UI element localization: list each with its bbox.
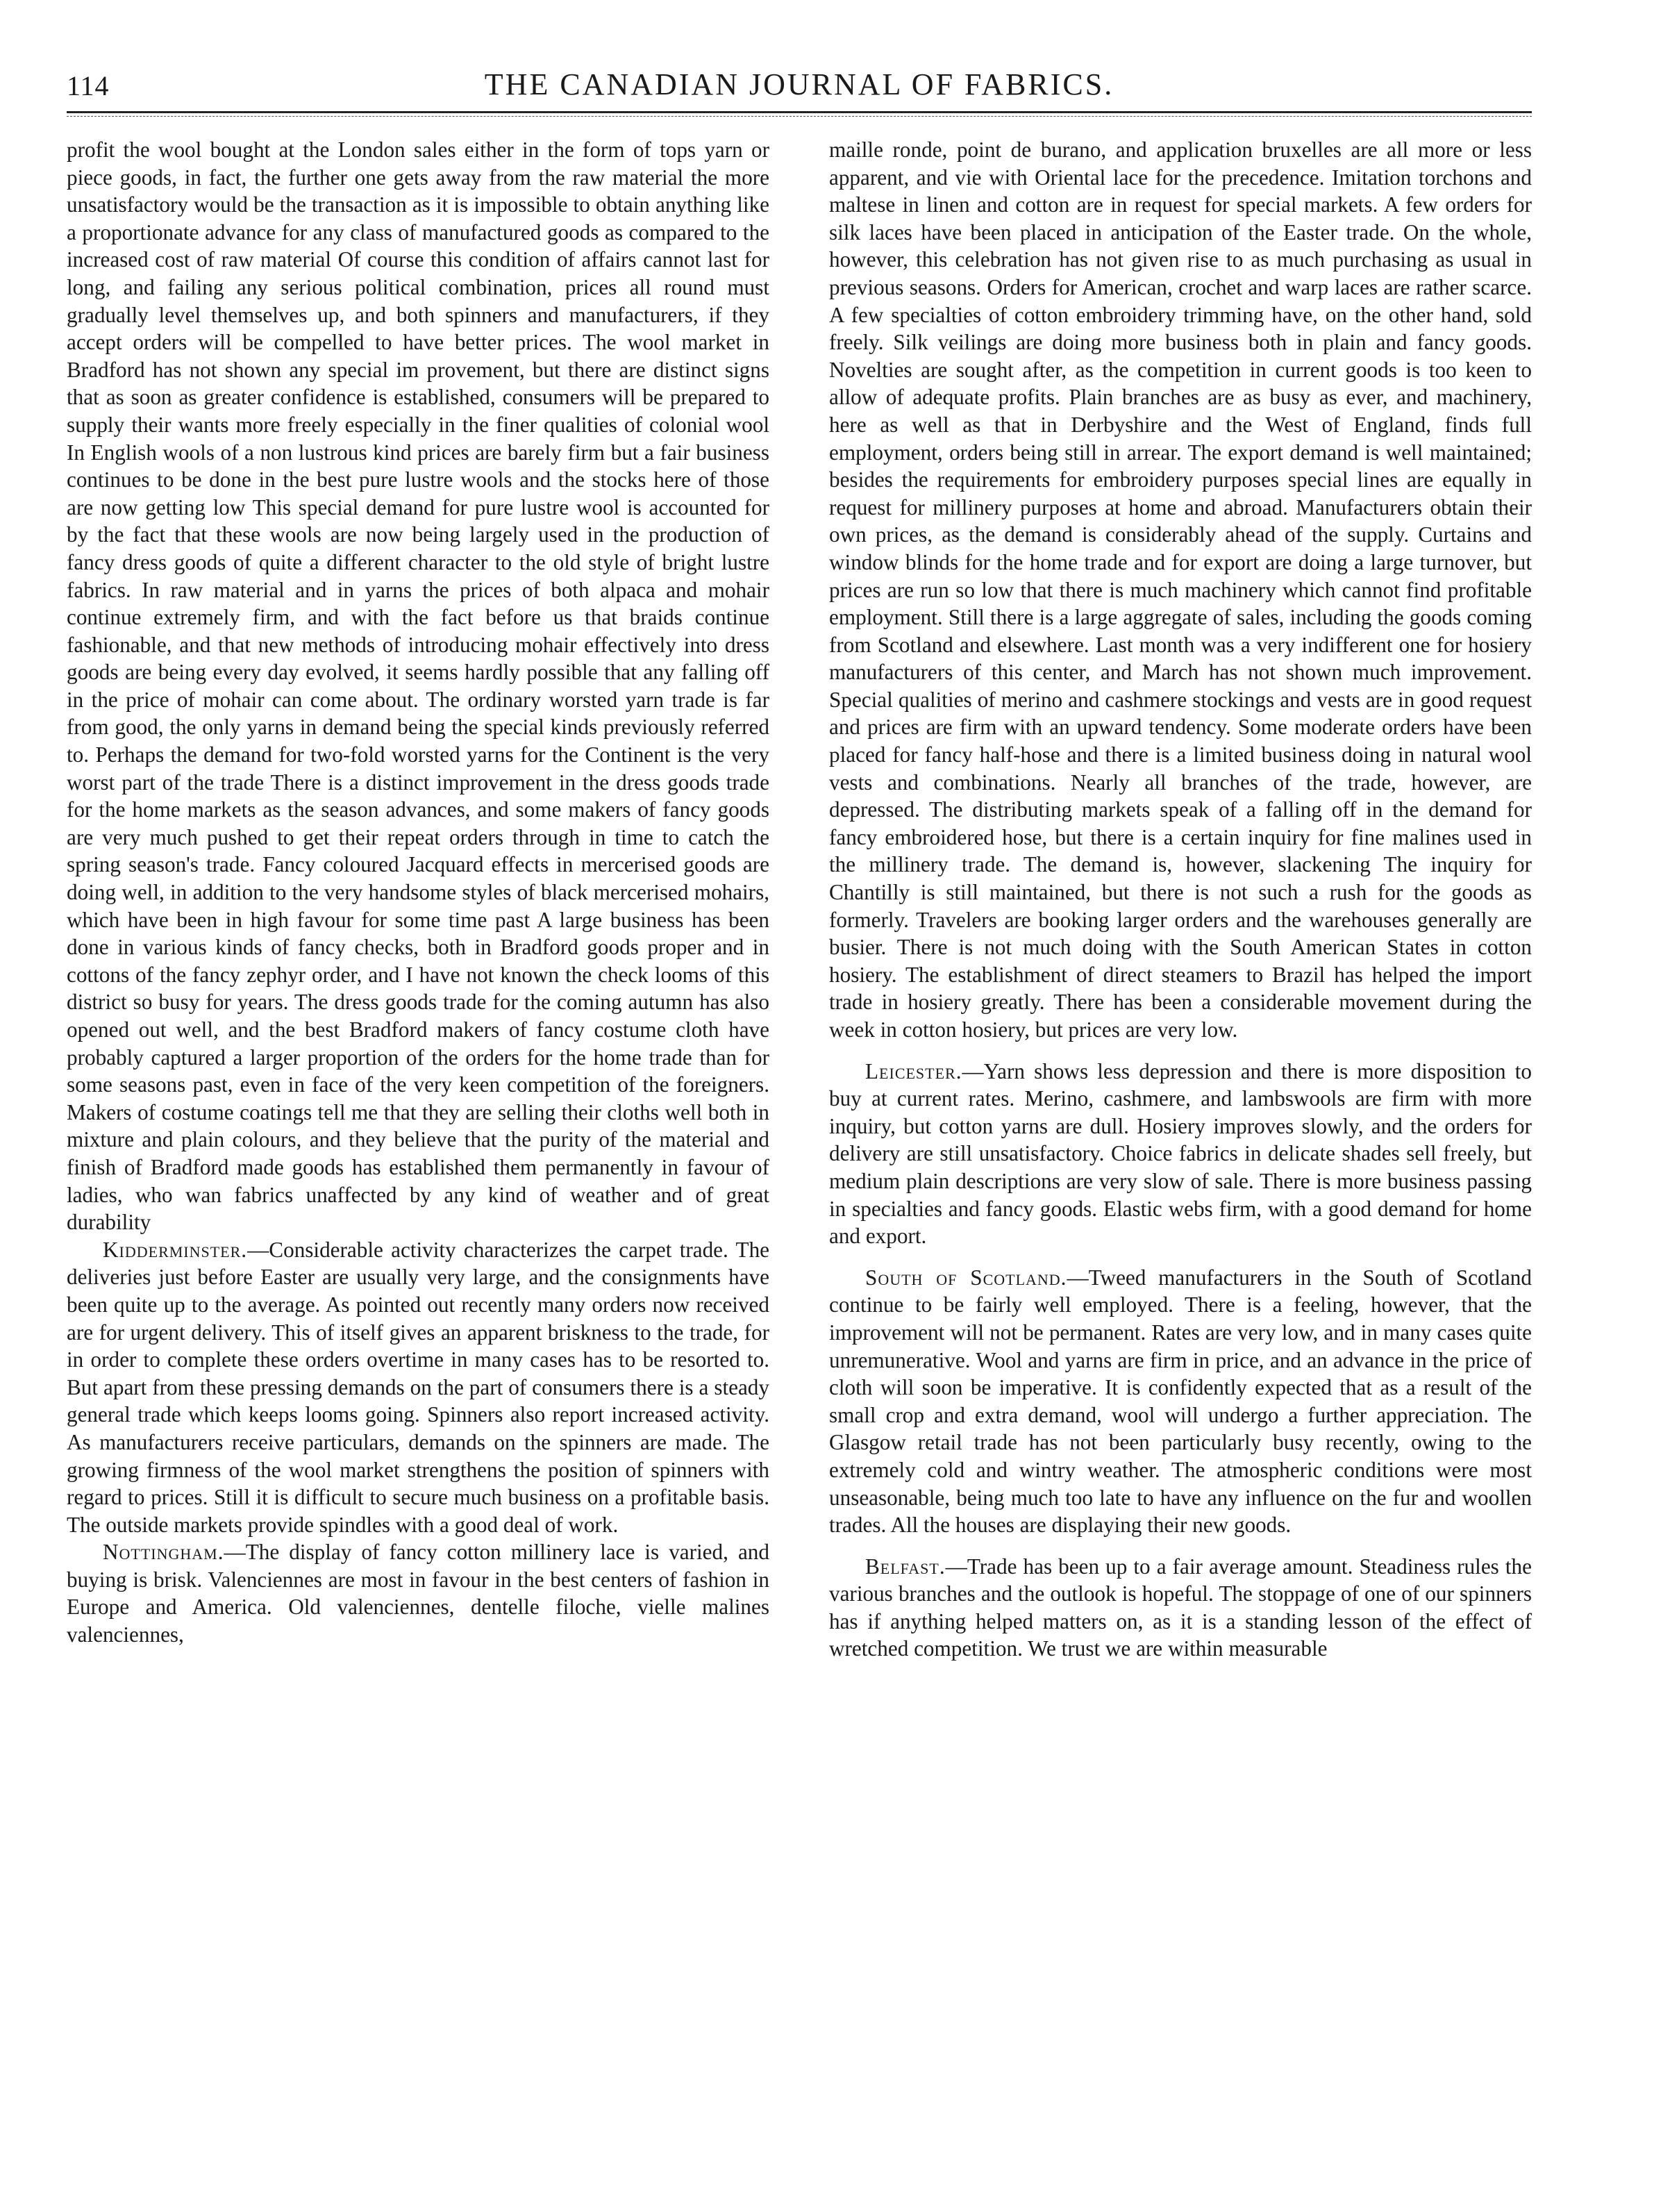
kidderminster-paragraph <box>67 1236 769 1539</box>
south-of-scotland-text: —Tweed manufacturers in the South of Scotland continue to be fairly well employed. There is a feeling, however, that the improvement will not be permanent. Rates are very low, and in many cases quite unremunerative. Wool and yarns are firm in price, and an advance in the price of cloth will soon be imperative. It is confidently expected that as a result of the small crop and extra demand, wool will undergo a further appreciation. The Glasgow retail trade has not been particularly busy recently, owing to the extremely cold and wintry weather. The atmospheric conditions were most unseasonable, being much too late to have any influence on the fur and woollen trades. All the houses are displaying their new goods. <box>829 1265 1532 1538</box>
nottingham-continued-paragraph: maille ronde, point de burano, and application bruxelles are all more or less apparent, and vie with Oriental lace for the precedence. Imitation torchons and maltese in linen and cotton are in request for special markets. A few orders for silk laces have been placed in anticipation of the Easter trade. On the whole, however, this celebration has not given rise to as much purchasing as usual in previous seasons. Orders for American, crochet and warp laces are rather scarce. A few specialties of cotton embroidery trimming have, on the other hand, sold freely. Silk veilings are doing more business both in plain and fancy goods. Novelties are sought after, as the competition in current goods is too keen to allow of adequate profits. Plain branches are as busy as ever, and machinery, here as well as that in Derbyshire and the West of England, finds full employment, orders being still in arrear. The export demand is well maintained; besides the requirements for embroidery purposes special lines are equally in request for millinery purposes at home and abroad. Manufacturers obtain their own prices, as the demand is considerably ahead of the supply. Curtains and window blinds for the home trade and for export are doing a large turnover, but prices are run so low that there is much machinery which cannot find profitable employment. Still there is a large aggregate of sales, including the goods coming from Scotland and elsewhere. Last month was a very indifferent one for hosiery manufacturers of this center, and March has not shown much improvement. Special qualities of merino and cashmere stockings and vests are in good request and prices are firm with an upward tendency. Some moderate orders have been placed for fancy half-hose and there is a limited business doing in natural wool vests and combinations. Nearly all branches of the trade, however, are depressed. The distributing markets speak of a falling off in the demand for fancy embroidered hose, but there is a certain inquiry for fine malines used in the millinery trade. The demand is, however, slackening The inquiry for Chantilly is still maintained, but there is not such a rush for the goods as formerly. Travelers are booking larger orders and the warehouses generally are busier. There is not much doing with the South American States in cotton hosiery. The establishment of direct steamers to Brazil has helped the import trade in hosiery greatly. There has been a considerable movement during the week in cotton hosiery, but prices are very low. <box>829 138 1532 1042</box>
kidderminster-heading: Kidderminster. <box>103 1237 248 1262</box>
south-of-scotland-paragraph <box>829 1264 1532 1539</box>
nottingham-text: —The display of fancy cotton millinery lace is varied, and buying is brisk. Valenciennes are most in favour in the best centers of fashion in Europe and America. Old valenciennes, dentelle filoche, vielle malines valenciennes, <box>67 1540 769 1647</box>
page-header <box>67 67 1532 110</box>
header-rule <box>67 111 1532 117</box>
south-of-scotland-heading: South of Scotland. <box>865 1265 1067 1290</box>
leicester-text: —Yarn shows less depression and there is more disposition to buy at current rates. Merino, cashmere, and lambswools are firm with more inquiry, but cotton yarns are dull. Hosiery improves slowly, and the orders for delivery are still unsatisfactory. Choice fabrics in delicate shades sell freely, but medium plain descriptions are very slow of sale. There is more business passing in specialties and fancy goods. Elastic webs firm, with a good demand for home and export. <box>829 1058 1532 1249</box>
leicester-paragraph <box>829 1058 1532 1250</box>
nottingham-heading: Nottingham. <box>103 1540 224 1565</box>
belfast-paragraph <box>829 1553 1532 1663</box>
left-column <box>67 136 769 1649</box>
page-number: 114 <box>67 70 110 101</box>
journal-title: THE CANADIAN JOURNAL OF FABRICS. <box>484 67 1114 101</box>
nottingham-paragraph <box>67 1538 769 1648</box>
belfast-text: —Trade has been up to a fair average amount. Steadiness rules the various branches and the outlook is hopeful. The stoppage of one of our spinners has if anything helped matters on, as it is a standing lesson of the effect of wretched competition. We trust we are within measurable <box>829 1554 1532 1661</box>
right-column <box>829 136 1532 1663</box>
belfast-heading: Belfast. <box>865 1554 946 1579</box>
leicester-heading: Leicester. <box>865 1058 962 1083</box>
bradford-report-paragraph: profit the wool bought at the London sales either in the form of tops yarn or piece goods, in fact, the further one gets away from the raw material the more unsatisfactory would be the transaction as it is impossible to obtain anything like a proportionate advance for any class of manufactured goods as compared to the increased cost of raw material Of course this condition of affairs cannot last for long, and failing any serious political combination, prices all round must gradually level themselves up, and both spinners and manufacturers, if they accept orders will be compelled to have better prices. The wool market in Bradford has not shown any special im provement, but there are distinct signs that as soon as greater confidence is established, consumers will be prepared to supply their wants more freely especially in the finer qualities of colonial wool In English wools of a non lustrous kind prices are barely firm but a fair business continues to be done in the best pure lustre wools and the stocks here of those are now getting low This special demand for pure lustre wool is accounted for by the fact that these wools are now being largely used in the production of fancy dress goods of quite a different character to the old style of bright lustre fabrics. In raw material and in yarns the prices of both alpaca and mohair continue extremely firm, and with the fact before us that braids continue fashionable, and that new methods of introducing mohair effectively into dress goods are being every day evolved, it seems hardly possible that any falling off in the price of mohair can come about. The ordinary worsted yarn trade is far from good, the only yarns in demand being the special kinds previously referred to. Perhaps the demand for two-fold worsted yarns for the Continent is the very worst part of the trade There is a distinct improvement in the dress goods trade for the home markets as the season advances, and some makers of fancy goods are very much pushed to get their repeat orders through in time to catch the spring season's trade. Fancy coloured Jacquard effects in mercerised goods are doing well, in addition to the very handsome styles of black mercerised mohairs, which have been in high favour for some time past A large business has been done in various kinds of fancy checks, both in Bradford goods proper and in cottons of the fancy zephyr order, and I have not known the check looms of this district so busy for years. The dress goods trade for the coming autumn has also opened out well, and the best Bradford makers of fancy costume cloth have probably captured a larger proportion of the orders for the home trade than for some seasons past, even in face of the very keen competition of the foreigners. Makers of costume coatings tell me that they are selling their cloths well both in mixture and plain colours, and they believe that the purity of the material and finish of Bradford made goods has established them permanently in favour of ladies, who wan fabrics unaffected by any kind of weather and of great durability <box>67 138 769 1235</box>
kidderminster-text: —Considerable activity characterizes the carpet trade. The deliveries just before Easter are usually very large, and the consignments have been quite up to the average. As pointed out recently many orders now received are for urgent delivery. This of itself gives an apparent briskness to the trade, for in order to complete these orders overtime in many cases has to be resorted to. But apart from these pressing demands on the part of consumers there is a steady general trade which keeps looms going. Spinners also report increased activity. As manufacturers receive particulars, demands on the spinners are made. The growing firmness of the wool market strengthens the position of spinners with regard to prices. Still it is difficult to secure much business on a profitable basis. The outside markets provide spindles with a good deal of work. <box>67 1237 769 1537</box>
